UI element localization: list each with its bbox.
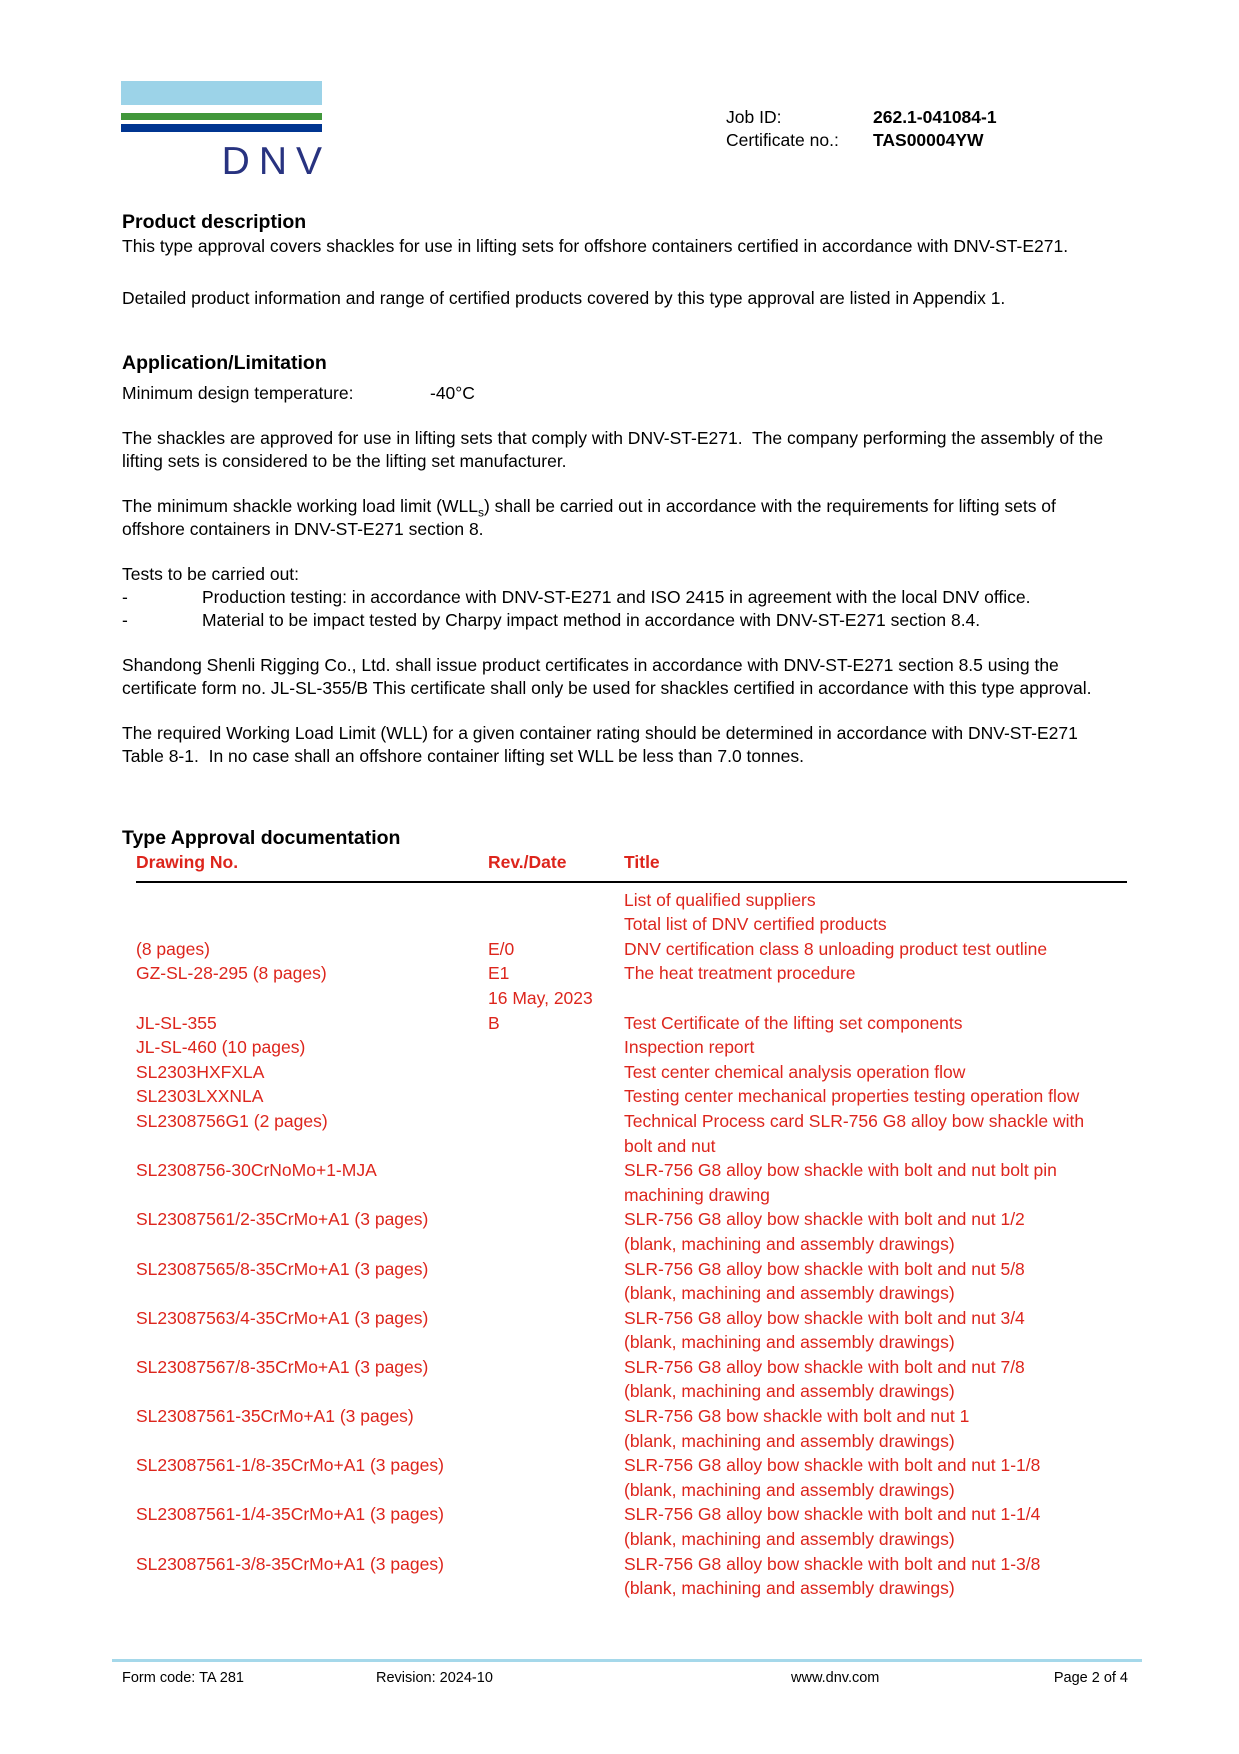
drawing-no-cell: (8 pages) (136, 938, 210, 959)
title-cell: Total list of DNV certified products (624, 914, 887, 935)
rev-date-cell (488, 1453, 624, 1502)
test-item (122, 586, 1112, 609)
type-approval-documentation-section (122, 826, 1127, 1601)
job-id-row (726, 106, 997, 129)
footer-revision: Revision: 2024-10 (376, 1670, 493, 1686)
table-row (136, 1109, 1127, 1158)
table-row (136, 1257, 1127, 1306)
drawing-no-cell: SL23087561-35CrMo+A1 (3 pages) (136, 1406, 414, 1427)
table-row (136, 1060, 1127, 1085)
drawing-no-cell: SL2308756-30CrNoMo+1-MJA (136, 1160, 377, 1181)
certificate-label: Certificate no.: (726, 130, 839, 150)
title-cell: List of qualified suppliers (624, 889, 816, 910)
title-cell: SLR-756 G8 alloy bow shackle with bolt and nut 1-1/4 (blank, machining and assembly drawings) (624, 1504, 1041, 1550)
table-row (136, 937, 1127, 962)
title-cell: SLR-756 G8 alloy bow shackle with bolt and nut 7/8 (blank, machining and assembly drawings) (624, 1356, 1025, 1402)
certificate-value: TAS00004YW (873, 130, 984, 150)
title-cell: DNV certification class 8 unloading product test outline (624, 938, 1048, 959)
rev-date-cell (488, 1084, 624, 1109)
column-header-drawing-no: Drawing No. (136, 852, 239, 872)
documentation-table-body (136, 883, 1127, 1601)
drawing-no-cell: SL23087565/8-35CrMo+A1 (3 pages) (136, 1258, 429, 1279)
job-certificate-block (726, 106, 997, 152)
drawing-no-cell: JL-SL-460 (10 pages) (136, 1037, 306, 1058)
table-row (136, 1306, 1127, 1355)
paragraph-wll-requirements: The minimum shackle working load limit $(WLL_s)$ shall be carried out in accordance with the requirements for lifting sets of offshore containers in DNV-ST-E271 section 8. (122, 496, 1061, 539)
drawing-no-cell: SL23087567/8-35CrMo+A1 (3 pages) (136, 1356, 429, 1377)
rev-date-cell (488, 1060, 624, 1085)
logo-bar-green (121, 113, 322, 120)
certificate-row (726, 129, 997, 152)
footer-rule (112, 1659, 1142, 1662)
test-item-text: Material to be impact tested by Charpy impact method in accordance with DNV-ST-E271 section 8.4. (202, 610, 981, 630)
product-description-paragraph-2: Detailed product information and range of certified products covered by this type approval are listed in Appendix 1. (122, 288, 1006, 308)
title-cell: SLR-756 G8 alloy bow shackle with bolt and nut 1-1/8 (blank, machining and assembly drawings) (624, 1455, 1041, 1500)
logo-bar-dark-blue (121, 124, 322, 132)
drawing-no-cell: SL2308756G1 (2 pages) (136, 1110, 328, 1131)
title-cell: SLR-756 G8 alloy bow shackle with bolt and nut 1-3/8 (blank, machining and assembly drawings) (624, 1553, 1041, 1599)
rev-date-cell (488, 1257, 624, 1306)
product-description-paragraph-1: This type approval covers shackles for use in lifting sets for offshore containers certified in accordance with DNV-ST-E271. (122, 236, 1069, 256)
drawing-no-cell: SL2303LXXNLA (136, 1086, 264, 1107)
paragraph-shackles-approved: The shackles are approved for use in lifting sets that comply with DNV-ST-E271. The company performing the assembly of the lifting sets is considered to be the lifting set manufacturer. (122, 428, 1108, 471)
rev-date-cell (488, 1552, 624, 1601)
table-row (136, 1502, 1127, 1551)
table-row (136, 1035, 1127, 1060)
drawing-no-cell: JL-SL-355 (136, 1012, 217, 1033)
bullet-dash: - (122, 610, 128, 630)
rev-date-cell: E/0 (488, 938, 515, 959)
title-cell: SLR-756 G8 alloy bow shackle with bolt and nut 3/4 (blank, machining and assembly drawings) (624, 1307, 1025, 1353)
product-description-heading: Product description (122, 211, 307, 233)
drawing-no-cell: SL23087561-3/8-35CrMo+A1 (3 pages) (136, 1553, 444, 1574)
footer-page-number: Page 2 of 4 (1053, 1670, 1128, 1686)
table-row (136, 1011, 1127, 1036)
rev-date-cell (488, 1355, 624, 1404)
tests-list (122, 586, 1112, 632)
minimum-design-temperature-row (122, 382, 1112, 405)
minimum-design-temperature-label: Minimum design temperature: (122, 383, 354, 403)
table-row (136, 1084, 1127, 1109)
table-row (136, 1404, 1127, 1453)
table-row (136, 961, 1127, 1010)
title-cell: Test Certificate of the lifting set components (624, 1012, 963, 1033)
rev-date-cell (488, 1404, 624, 1453)
paragraph-required-wll: The required Working Load Limit (WLL) for a given container rating should be determined in accordance with DNV-ST-E271 Table 8-1. In no case shall an offshore container lifting set WLL be less than 7.0 tonnes. (122, 723, 1083, 766)
rev-date-cell (488, 1502, 624, 1551)
rev-date-cell (488, 1207, 624, 1256)
rev-date-cell (488, 1035, 624, 1060)
job-id-value: 262.1-041084-1 (873, 107, 997, 127)
footer-website: www.dnv.com (791, 1670, 880, 1686)
drawing-no-cell: SL23087561/2-35CrMo+A1 (3 pages) (136, 1209, 429, 1230)
table-row (136, 1552, 1127, 1601)
table-row (136, 1355, 1127, 1404)
test-item (122, 609, 1112, 632)
drawing-no-cell: SL23087561-1/4-35CrMo+A1 (3 pages) (136, 1504, 444, 1525)
drawing-no-cell: GZ-SL-28-295 (8 pages) (136, 963, 327, 984)
logo-wordmark: DNV (221, 140, 331, 183)
rev-date-cell (488, 1158, 624, 1207)
bullet-dash: - (122, 587, 128, 607)
rev-date-cell (488, 1109, 624, 1158)
rev-date-cell (488, 1306, 624, 1355)
title-cell: SLR-756 G8 bow shackle with bolt and nut 1 (blank, machining and assembly drawings) (624, 1406, 970, 1451)
footer-form-code: Form code: TA 281 (122, 1670, 244, 1686)
paragraph-product-certificates: Shandong Shenli Rigging Co., Ltd. shall issue product certificates in accordance with DNV-ST-E271 section 8.5 using the certificate form no. JL-SL-355/B This certificate shall only be used for shackles certified in accordance with this type approval. (122, 655, 1092, 698)
logo-bar-light-blue (121, 81, 322, 105)
table-row (136, 1207, 1127, 1256)
rev-date-cell (488, 912, 624, 937)
title-cell: Testing center mechanical properties testing operation flow (624, 1086, 1080, 1107)
title-cell: The heat treatment procedure (624, 963, 856, 984)
job-id-label: Job ID: (726, 107, 782, 127)
application-limitation-heading: Application/Limitation (122, 352, 327, 374)
rev-date-cell: E1 16 May, 2023 (488, 963, 593, 1008)
drawing-no-cell: SL2303HXFXLA (136, 1061, 265, 1082)
column-header-title: Title (624, 852, 660, 872)
title-cell: SLR-756 G8 alloy bow shackle with bolt and nut bolt pin machining drawing (624, 1160, 1057, 1205)
title-cell: Technical Process card SLR-756 G8 alloy bow shackle with bolt and nut (624, 1110, 1085, 1156)
table-header-row (136, 852, 1127, 883)
drawing-no-cell (136, 888, 488, 913)
tests-intro: Tests to be carried out: (122, 564, 300, 584)
title-cell: SLR-756 G8 alloy bow shackle with bolt and nut 1/2 (blank, machining and assembly drawings) (624, 1209, 1025, 1254)
rev-date-cell: B (488, 1012, 500, 1033)
type-approval-documentation-heading: Type Approval documentation (122, 827, 401, 849)
test-item-text: Production testing: in accordance with DNV-ST-E271 and ISO 2415 in agreement with the local DNV office. (202, 587, 1031, 607)
page-footer (112, 1659, 1142, 1687)
wll-subscript: s (477, 505, 484, 520)
drawing-no-cell: SL23087561-1/8-35CrMo+A1 (3 pages) (136, 1455, 444, 1476)
minimum-design-temperature-value: -40°C (430, 383, 475, 403)
rev-date-cell (488, 888, 624, 913)
title-cell: Test center chemical analysis operation flow (624, 1061, 966, 1082)
document-body (122, 210, 1112, 768)
title-cell: Inspection report (624, 1037, 755, 1058)
table-row (136, 1453, 1127, 1502)
table-row (136, 1158, 1127, 1207)
column-header-rev-date: Rev./Date (488, 852, 567, 872)
dnv-logo (121, 81, 331, 183)
title-cell: SLR-756 G8 alloy bow shackle with bolt and nut 5/8 (blank, machining and assembly drawings) (624, 1258, 1025, 1304)
drawing-no-cell (136, 912, 488, 937)
table-row (136, 888, 1127, 913)
table-row (136, 912, 1127, 937)
footer-row (112, 1669, 1142, 1687)
drawing-no-cell: SL23087563/4-35CrMo+A1 (3 pages) (136, 1307, 429, 1328)
documentation-table (136, 852, 1127, 1601)
